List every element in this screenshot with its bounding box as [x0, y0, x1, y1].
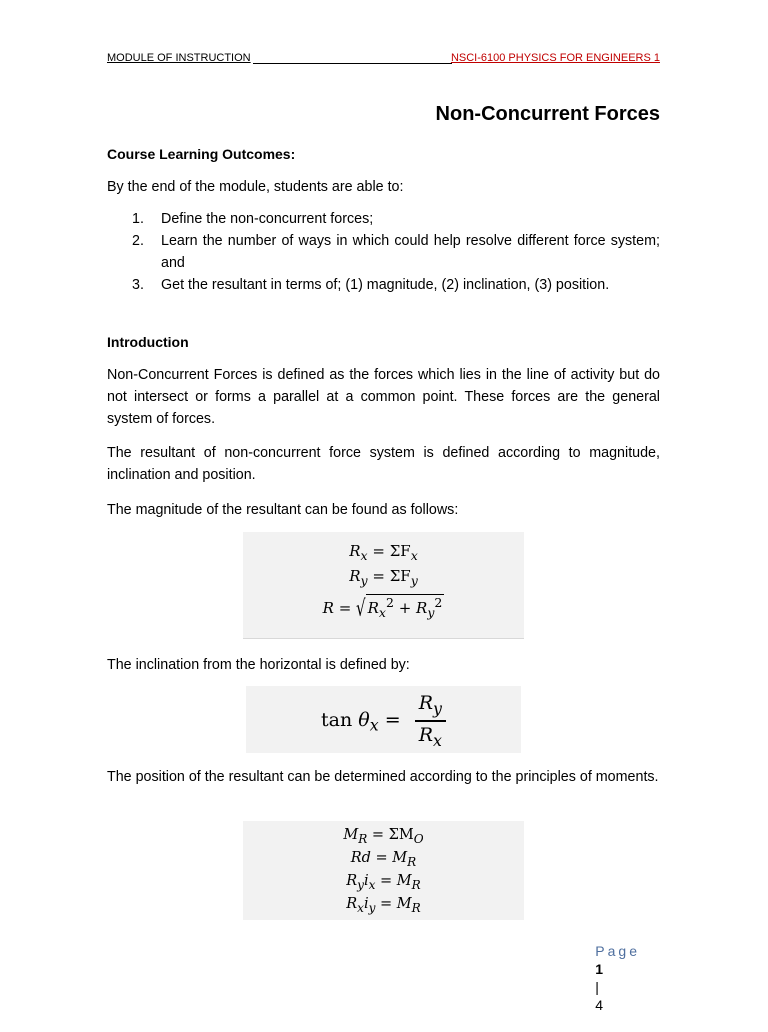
header-rule — [253, 63, 452, 64]
magnitude-equation-box — [243, 532, 524, 638]
equation-rx: $R_x = \Sigma F_x$ — [349, 542, 418, 563]
outcomes-intro: By the end of the module, students are able to: — [107, 179, 404, 195]
header-module-label: MODULE OF INSTRUCTION — [107, 52, 251, 64]
list-item — [107, 208, 660, 230]
outcomes-heading: Course Learning Outcomes: — [107, 146, 296, 162]
list-text: Get the resultant in terms of; (1) magnitude, (2) inclination, (3) position. — [161, 277, 610, 293]
equation-box-rule — [243, 638, 524, 639]
introduction-paragraph-5: The position of the resultant can be determined according to the principles of moments. — [107, 769, 659, 785]
equation-mr: $M_R = \Sigma M_O$ — [343, 827, 424, 846]
list-number: 2. — [132, 233, 144, 249]
equation-rd: $Rd = M_R$ — [350, 850, 417, 869]
page-label: Page — [595, 943, 640, 959]
list-text: Learn the number of ways in which could help resolve different force system; and — [161, 233, 660, 271]
page-footer — [580, 924, 640, 1032]
introduction-heading: Introduction — [107, 334, 189, 350]
introduction-paragraph-3: The magnitude of the resultant can be found as follows: — [107, 502, 459, 518]
equation-ry-ix: $R_yi_x = M_R$ — [346, 873, 421, 892]
equation-ry: $R_y = \Sigma F_y$ — [349, 567, 418, 588]
equation-tan-theta: $\tan \theta_x$ = $\frac{R_y}{R_x}$ — [246, 692, 521, 750]
page-total: 4 — [595, 997, 604, 1013]
page-title: Non-Concurrent Forces — [435, 103, 660, 125]
equation-rx-iy: $R_xi_y = M_R$ — [346, 896, 421, 915]
introduction-paragraph-4: The inclination from the horizontal is defined by: — [107, 657, 410, 673]
page-header — [107, 51, 660, 67]
introduction-paragraph-2: The resultant of non-concurrent force system is defined according to magnitude, inclination and position. — [107, 445, 660, 483]
list-number: 3. — [132, 277, 144, 293]
list-item — [107, 274, 660, 296]
page-number: 1 — [595, 961, 604, 977]
list-number: 1. — [132, 211, 144, 227]
outcomes-list — [107, 208, 660, 296]
position-equation-box — [243, 821, 524, 920]
inclination-equation-box — [246, 686, 521, 753]
page-separator: | — [595, 979, 599, 995]
equation-fraction: $\frac{R_y}{R_x}$ — [415, 692, 446, 750]
equation-r: R = √ $R_x^2 + R_y^2$ — [322, 594, 443, 622]
list-item — [107, 230, 660, 274]
introduction-paragraph-1: Non-Concurrent Forces is defined as the forces which lies in the line of activity but do not intersect or forms a parallel at a common point. These forces are the general system of forces. — [107, 367, 660, 427]
header-course-code: NSCI-6100 PHYSICS FOR ENGINEERS 1 — [450, 52, 660, 64]
list-text: Define the non-concurrent forces; — [161, 211, 374, 227]
